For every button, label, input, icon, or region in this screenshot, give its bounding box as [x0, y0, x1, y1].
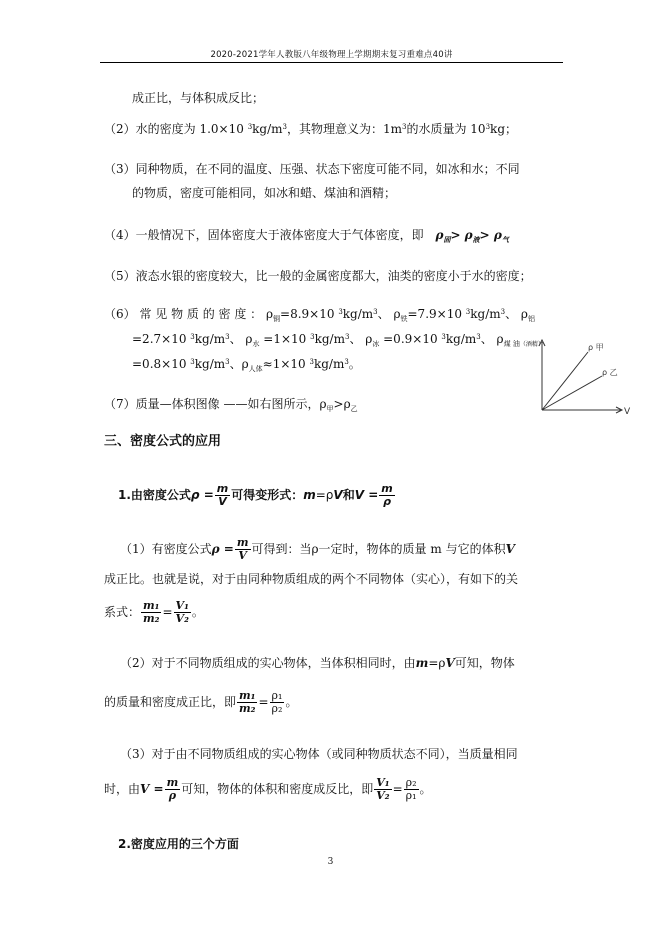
header-rule	[100, 62, 563, 63]
label-yi: ρ 乙	[602, 368, 618, 377]
text-line: =2.7×10 $^3kg/m^3$、 $\rho_水 =1\times 10$ $^3kg/m^3$、 $\rho_冰 =0.9\times 10$ $^3kg/m^3$、 $\rho_{煤 油(酒精)}$	[132, 332, 544, 348]
line-yi	[542, 376, 602, 410]
text-line: （1）有密度公式ρ = $\frac{m}{V}$ 可得到：当ρ一定时，物体的质量 m 与它的体积V	[120, 536, 515, 562]
subsection-title: 1.由密度公式ρ = $\frac{m}{V}$ 可得变形式：m=ρV和V = $\frac{m}{\rho}$	[118, 482, 393, 508]
mass-volume-graph	[536, 334, 636, 416]
text-line: （7）质量—体积图像 ——如右图所示，$\rho_甲>\rho_乙$	[104, 397, 358, 413]
label-v: V	[624, 407, 631, 416]
text-line: （2）对于不同物质组成的实心物体，当体积相同时，由m=ρV可知，物体	[120, 656, 515, 670]
page-number: 3	[327, 857, 334, 867]
text-line: （4）一般情况下，固体密度大于液体密度大于气体密度，即 $\rho_固> \rho_液> \rho_气$	[104, 228, 509, 244]
text-line: （3）对于由不同物质组成的实心物体（或同种物质状态不同），当质量相同	[120, 747, 518, 761]
line-jia	[542, 352, 588, 410]
text-line: 时，由V = $\frac{m}{\rho}$ 可知，物体的体积和密度成反比，即 $\frac{\text{V₁}}{\text{V₂}}$ = $\frac{\text{ρ₂}}{\text{ρ₁}}$ 。	[104, 776, 432, 802]
text-line: =0.8×10 $^3kg/m^3$、$\rho_{人体}\approx 1\times 10$ $^3kg/m^3$。	[132, 357, 361, 373]
text-line: 的质量和密度成正比，即 $\frac{\text{m₁}}{\text{m₂}}$ = $\frac{\text{ρ₁}}{\text{ρ₂}}$ 。	[104, 689, 298, 715]
text-line: （5）液态水银的密度较大，比一般的金属密度都大，油类的密度小于水的密度；	[104, 269, 532, 283]
running-header: 2020-2021学年人教版八年级物理上学期期末复习重难点40讲	[210, 50, 453, 60]
text-line: （2）水的密度为 1.0×10 $^3kg/m^3$，其物理意义为：$1m^3$的水质量为 $10^3kg$；	[104, 122, 518, 136]
text-line: 成正比，与体积成反比；	[132, 91, 265, 105]
section-title: 三、密度公式的应用	[104, 434, 222, 449]
text-line: 的物质，密度可能相同，如冰和蜡、煤油和酒精；	[132, 186, 397, 200]
text-line: 成正比。也就是说，对于由同种物质组成的两个不同物体（实心），有如下的关	[104, 572, 519, 586]
text-line: （3）同种物质，在不同的温度、压强、状态下密度可能不同，如冰和水；不同	[104, 162, 520, 176]
subsection-title: 2.密度应用的三个方面	[118, 837, 239, 851]
label-jia: ρ 甲	[588, 343, 604, 352]
text-line: 系式： $\frac{\text{m₁}}{\text{m₂}}$ = $\frac{\text{V₁}}{\text{V₂}}$ 。	[104, 599, 204, 625]
text-line: （6） 常 见 物 质 的 密 度 ： $\rho_铜=8.9\times 10$ $^3kg/m^3$、 $\rho_铁=7.9\times 10$ $^3kg/m^3$、 $\rho_铝$	[104, 307, 535, 323]
